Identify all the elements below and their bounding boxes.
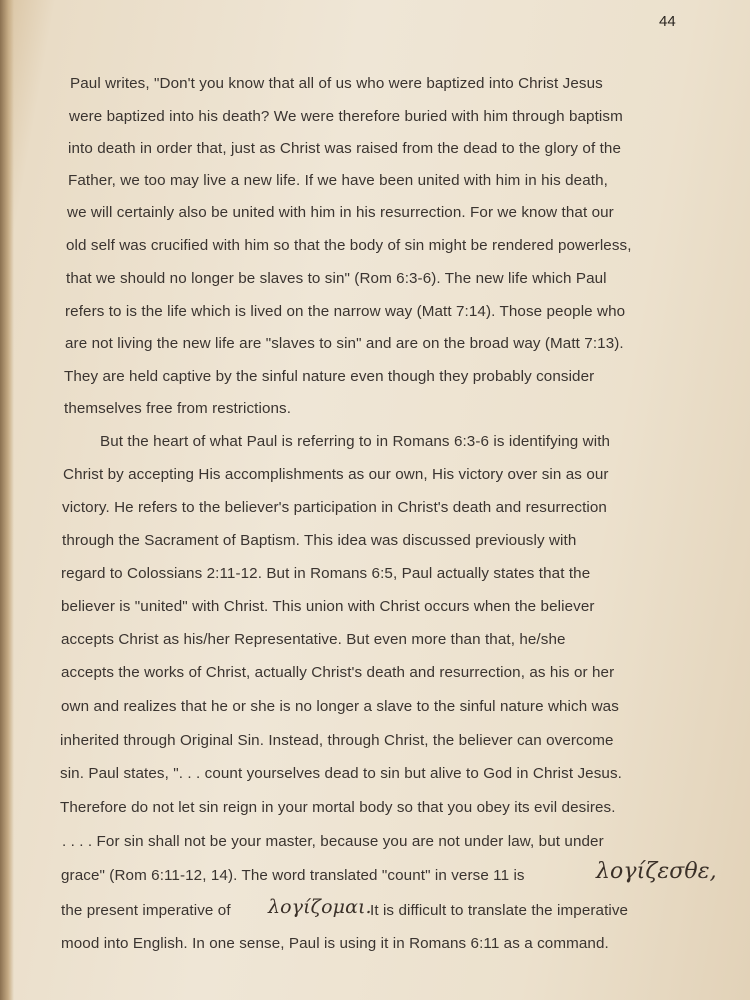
text-line: sin. Paul states, ". . . count yourselves dead to sin but alive to God in Christ Jesus. <box>60 765 622 782</box>
greek-handwritten-word: λογίζομαι. <box>268 896 372 918</box>
text-line: . . . . For sin shall not be your master, because you are not under law, but under <box>62 833 604 850</box>
text-line: old self was crucified with him so that the body of sin might be rendered powerless, <box>66 237 632 254</box>
text-line: into death in order that, just as Christ was raised from the dead to the glory of the <box>68 140 622 157</box>
text-line: were baptized into his death? We were therefore buried with him through baptism <box>69 108 623 125</box>
text-line: accepts the works of Christ, actually Christ's death and resurrection, as his or her <box>61 664 615 681</box>
text-line: Therefore do not let sin reign in your mortal body so that you obey its evil desires. <box>60 799 616 816</box>
page-binding-shadow <box>0 0 14 1000</box>
text-line: the present imperative of <box>61 902 231 919</box>
text-line: refers to is the life which is lived on the narrow way (Matt 7:14). Those people who <box>65 303 626 320</box>
text-line: accepts Christ as his/her Representative. But even more than that, he/she <box>61 631 566 648</box>
page-number: 44 <box>659 13 676 30</box>
text-line: grace" (Rom 6:11-12, 14). The word translated "count" in verse 11 is <box>61 867 525 884</box>
text-line: mood into English. In one sense, Paul is using it in Romans 6:11 as a command. <box>61 935 609 952</box>
text-line: Father, we too may live a new life. If we have been united with him in his death, <box>68 172 608 189</box>
text-line: through the Sacrament of Baptism. This idea was discussed previously with <box>62 532 577 549</box>
text-line: are not living the new life are "slaves to sin" and are on the broad way (Matt 7:13). <box>65 335 624 352</box>
text-line: But the heart of what Paul is referring to in Romans 6:3-6 is identifying with <box>100 433 611 450</box>
greek-handwritten-word: λογίζεσθε, <box>596 859 717 884</box>
text-line: themselves free from restrictions. <box>64 400 292 417</box>
text-line: Christ by accepting His accomplishments as our own, His victory over sin as our <box>63 466 609 483</box>
text-line: that we should no longer be slaves to sin" (Rom 6:3-6). The new life which Paul <box>66 270 607 287</box>
text-line: It is difficult to translate the imperative <box>370 902 629 919</box>
text-line: Paul writes, "Don't you know that all of us who were baptized into Christ Jesus <box>70 75 603 92</box>
text-line: victory. He refers to the believer's participation in Christ's death and resurrection <box>62 499 607 516</box>
text-line: believer is "united" with Christ. This union with Christ occurs when the believer <box>61 598 595 615</box>
text-line: we will certainly also be united with him in his resurrection. For we know that our <box>67 204 614 221</box>
text-line: regard to Colossians 2:11-12. But in Romans 6:5, Paul actually states that the <box>61 565 591 582</box>
text-line: inherited through Original Sin. Instead, through Christ, the believer can overcome <box>60 732 614 749</box>
text-line: own and realizes that he or she is no longer a slave to the sinful nature which was <box>61 698 619 715</box>
text-line: They are held captive by the sinful nature even though they probably consider <box>64 368 595 385</box>
